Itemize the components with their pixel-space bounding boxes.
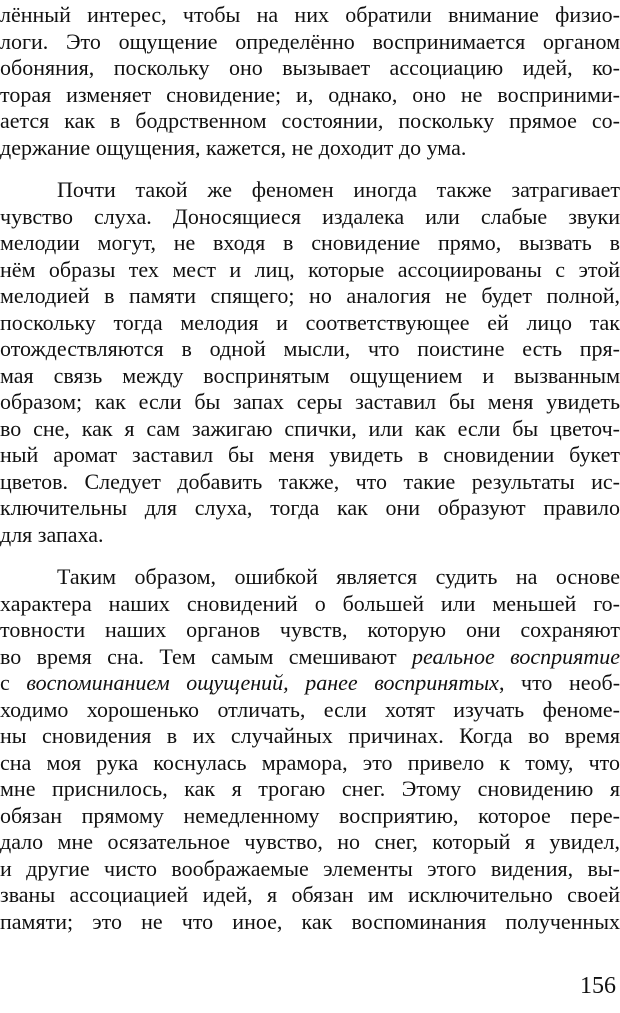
text-line: мелодии могут, не входя в сновидение прямо, вызвать в: [0, 230, 620, 255]
text-line: торая изменяет сновидение; и, однако, оно не восприними-: [0, 81, 620, 107]
text-line: сна моя рука коснулась мрамора, это привело к тому, что: [0, 749, 620, 775]
text-line: обязан прямому немедленному восприятию, которое пере-: [0, 802, 620, 828]
text-line: держание ощущения, кажется, не доходит до ума.: [0, 134, 467, 160]
text-line: во сне, как я сам зажигаю спички, или как если бы цветоч-: [0, 415, 620, 441]
text-line: логи. Это ощущение определённо воспринимается органом: [0, 28, 620, 54]
text-line-with-italic: [0, 670, 620, 697]
text-line: образом; как если бы запах серы заставил бы меня увидеть: [0, 389, 620, 414]
text-line: ается как в бодрственном состоянии, поскольку прямое со-: [0, 108, 620, 133]
text-segment: во время сна. Тем самым смешивают: [0, 643, 412, 669]
paragraph-3: [0, 564, 620, 935]
text-line: мелодией в памяти спящего; но аналогия не будет полной,: [0, 283, 620, 308]
text-line: Почти такой же феномен иногда также затрагивает: [57, 177, 620, 202]
page-number: 156: [580, 973, 616, 999]
text-line: мне приснилось, как я трогаю снег. Этому сновидению я: [0, 776, 620, 801]
text-line: и другие чисто воображаемые элементы этого видения, вы-: [0, 855, 620, 881]
text-line: мая связь между воспринятым ощущением и вызванным: [0, 362, 620, 388]
text-line: дало мне осязательное чувство, но снег, который я увидел,: [0, 829, 620, 854]
text-line-with-italic: [0, 644, 620, 671]
text-line: чувство слуха. Доносящиеся издалека или слабые звуки: [0, 203, 620, 229]
text-line: нём образы тех мест и лиц, которые ассоциированы с этой: [0, 256, 620, 282]
text-segment: , что необ-: [498, 670, 620, 695]
paragraph-gap: [0, 161, 620, 177]
paragraph-1: [0, 2, 620, 161]
text-line: товности наших органов чувств, которую они сохраняют: [0, 617, 620, 642]
italic-phrase: реальное восприятие: [411, 643, 620, 669]
text-line: лённый интерес, чтобы на них обратили внимание физио-: [0, 2, 620, 27]
text-segment: с: [0, 670, 27, 695]
text-line: ходимо хорошенько отличать, если хотят изучать феноме-: [0, 696, 620, 722]
text-line: характера наших сновидений о большей или меньшей го-: [0, 590, 620, 616]
text-line: ный аромат заставил бы меня увидеть в сновидении букет: [0, 442, 620, 467]
text-line: цветов. Следует добавить также, что такие результаты ис-: [0, 468, 620, 494]
text-line: памяти; это не что иное, как воспоминания полученных: [0, 908, 620, 934]
text-line: ны сновидения в их случайных причинах. Когда во время: [0, 723, 620, 748]
text-line: Таким образом, ошибкой является судить на основе: [57, 564, 620, 589]
text-line: ключительны для слуха, тогда как они образуют правило: [0, 495, 620, 520]
text-line: поскольку тогда мелодия и соответствующее ей лицо так: [0, 309, 620, 335]
body-text: [0, 2, 620, 935]
paragraph-gap: [0, 548, 620, 564]
paragraph-2: [0, 177, 620, 548]
text-line: для запаха.: [0, 521, 104, 547]
text-line: обоняния, поскольку оно вызывает ассоциацию идей, ко-: [0, 55, 620, 80]
text-line: отождествляются в одной мысли, что поистине есть пря-: [0, 336, 620, 361]
text-line: званы ассоциацией идей, я обязан им исключительно своей: [0, 882, 620, 907]
italic-phrase: воспоминанием ощущений, ранее воспринятых: [26, 670, 499, 695]
